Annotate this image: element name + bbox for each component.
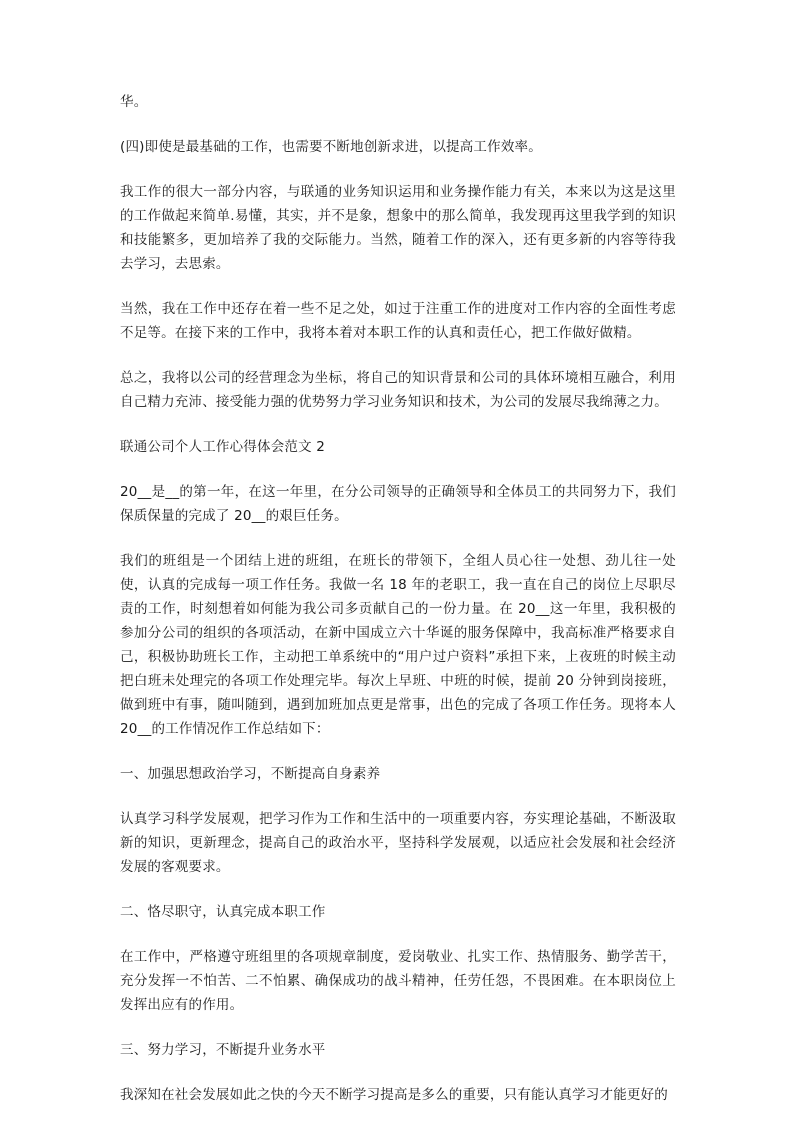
paragraph-conclusion: 总之，我将以公司的经营理念为坐标，将自己的知识背景和公司的具体环境相互融合，利用自己精力充沛、接受能力强的优势努力学习业务知识和技术，为公司的发展尽我绵薄之力。 <box>120 370 676 410</box>
paragraph-duty: 在工作中，严格遵守班组里的各项规章制度，爱岗敬业、扎实工作、热情服务、勤学苦干，充分发挥一不怕苦、二不怕累、确保成功的战斗精神，任劳任怨，不畏困难。在本职岗位上发挥出应有的作用。 <box>120 949 676 1013</box>
paragraph-point-four: (四)即使是最基础的工作，也需要不断地创新求进，以提高工作效率。 <box>120 139 542 155</box>
heading-section-one: 一、加强思想政治学习，不断提高自身素养 <box>120 766 381 782</box>
paragraph-study: 认真学习科学发展观，把学习作为工作和生活中的一项重要内容，夯实理论基础，不断汲取新的知识，更新理念，提高自己的政治水平，坚持科学发展观，以适应社会发展和社会经济发展的客观要求。 <box>120 811 676 875</box>
paragraph-shortcomings: 当然，我在工作中还存在着一些不足之处，如过于注重工作的进度对工作内容的全面性考虑不足等。在接下来的工作中，我将本着对本职工作的认真和责任心，把工作做好做精。 <box>120 301 676 341</box>
paragraph-team: 我们的班组是一个团结上进的班组，在班长的带领下，全组人员心往一处想、劲儿往一处使，认真的完成每一项工作任务。我做一名 18 年的老职工，我一直在自己的岗位上尽职尽责的工作，时刻想着如何能为我公司多贡献自己的一份力量。在 20__这一年里，我积极的参加分公司的组织的各项活动，在新中国成立六十华诞的服务保障中，我高标准严格要求自己，积极协助班长工作，主动把工单系统中的“用户过户资料”承担下来，上夜班的时候主动把白班未处理完的各项工作处理完毕。每次上早班、中班的时候，提前 20 分钟到岗接班，做到班中有事，随叫随到，遇到加班加点更是常事，出色的完成了各项工作任务。现将本人 20__的工作情况作工作总结如下： <box>120 553 676 737</box>
heading-section-three: 三、努力学习，不断提升业务水平 <box>120 1042 326 1058</box>
paragraph-intro-year: 20__是__的第一年，在这一年里，在分公司领导的正确领导和全体员工的共同努力下，我们保质保量的完成了 20__的艰巨任务。 <box>120 484 676 524</box>
paragraph-continuation: 华。 <box>120 94 148 110</box>
paragraph-learning: 我深知在社会发展如此之快的今天不断学习提高是多么的重要，只有能认真学习才能更好的 <box>120 1087 668 1103</box>
document-page <box>120 90 676 1128</box>
section-title-sample-2: 联通公司个人工作心得体会范文 2 <box>120 439 326 455</box>
paragraph-work-content: 我工作的很大一部分内容，与联通的业务知识运用和业务操作能力有关，本来以为这是这里的工作做起来简单.易懂，其实，并不是象，想象中的那么简单，我发现再这里我学到的知识和技能繁多，更加培养了我的交际能力。当然，随着工作的深入，还有更多新的内容等待我去学习，去思索。 <box>120 184 676 272</box>
heading-section-two: 二、恪尽职守，认真完成本职工作 <box>120 904 326 920</box>
